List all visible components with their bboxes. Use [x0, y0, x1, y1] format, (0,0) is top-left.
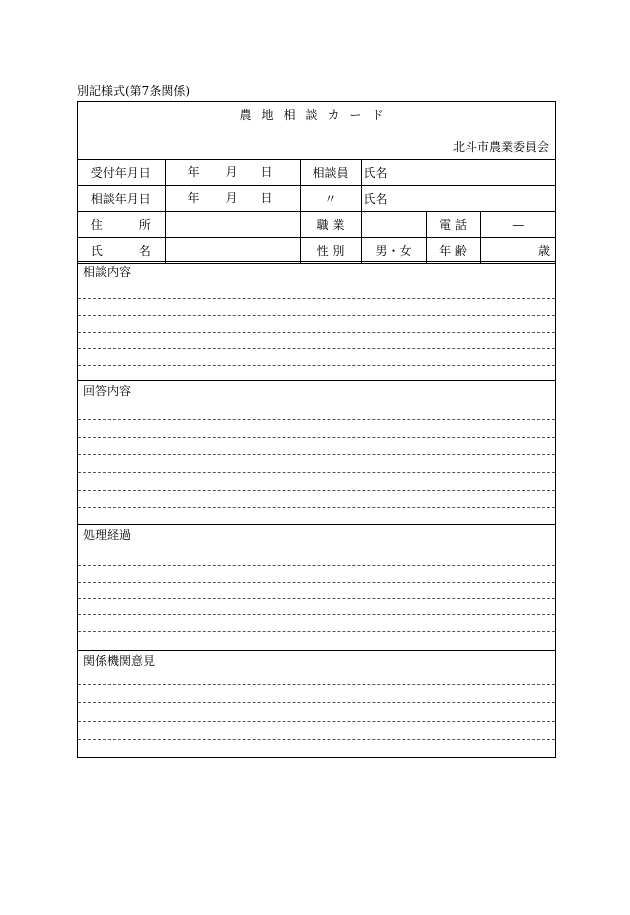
writing-line [78, 582, 555, 583]
writing-line [78, 437, 555, 438]
person-name-field[interactable] [165, 238, 300, 264]
age-field[interactable] [480, 238, 556, 264]
received-date-field[interactable] [165, 160, 300, 186]
writing-line [78, 365, 555, 366]
writing-line [78, 419, 555, 420]
occupation-field[interactable] [361, 212, 426, 238]
consult-date-field[interactable] [165, 186, 300, 212]
consultant-name-field-2[interactable] [361, 186, 556, 212]
consultation-label: 相談内容 [83, 265, 132, 279]
person-name-label: 氏 名 [77, 238, 165, 264]
agency-opinion-section[interactable] [78, 650, 555, 759]
writing-line [78, 631, 555, 632]
name-prefix: 氏名 [363, 191, 388, 206]
writing-line [78, 348, 555, 349]
year-label: 年 [187, 165, 200, 179]
form-caption: 別記様式(第7条関係) [77, 84, 190, 98]
writing-line [78, 332, 555, 333]
writing-line [78, 739, 555, 740]
received-date-label: 受付年月日 [77, 160, 165, 186]
phone-field[interactable] [480, 212, 556, 238]
writing-line [78, 565, 555, 566]
name-prefix: 氏名 [363, 165, 388, 180]
writing-line [78, 598, 555, 599]
day-label: 日 [260, 191, 273, 205]
consultant-name-field[interactable] [361, 160, 556, 186]
consult-date-label: 相談年月日 [77, 186, 165, 212]
sex-options[interactable]: 男・女 [361, 238, 426, 264]
writing-line [78, 490, 555, 491]
age-unit: 歳 [538, 243, 551, 258]
month-label: 月 [225, 165, 238, 179]
table-row [77, 238, 556, 264]
table-row [77, 186, 556, 212]
writing-line [78, 454, 555, 455]
form-title: 農地相談カード [239, 108, 394, 122]
address-label: 住 所 [77, 212, 165, 238]
year-label: 年 [187, 191, 200, 205]
day-label: 日 [260, 165, 273, 179]
writing-line [78, 721, 555, 722]
age-label: 年 齢 [426, 238, 480, 264]
month-label: 月 [225, 191, 238, 205]
table-row [77, 212, 556, 238]
processing-section[interactable] [78, 524, 555, 651]
writing-line [78, 472, 555, 473]
writing-line [78, 298, 555, 299]
writing-line [78, 614, 555, 615]
consultation-card-form [77, 101, 556, 758]
writing-line [78, 315, 555, 316]
sex-label: 性 別 [300, 238, 361, 264]
response-section[interactable] [78, 380, 555, 525]
processing-label: 処理経過 [83, 528, 132, 542]
agency-opinion-label: 関係機関意見 [83, 654, 156, 668]
info-table [77, 159, 556, 264]
writing-line [78, 702, 555, 703]
table-row [77, 160, 556, 186]
phone-dash: — [512, 217, 525, 232]
writing-line [78, 507, 555, 508]
consultation-section[interactable] [78, 261, 555, 381]
address-field[interactable] [165, 212, 300, 238]
consultant-label: 相談員 [300, 160, 361, 186]
phone-label: 電 話 [426, 212, 480, 238]
organization-name: 北斗市農業委員会 [452, 140, 549, 154]
occupation-label: 職 業 [300, 212, 361, 238]
ditto-mark: 〃 [300, 186, 361, 212]
writing-line [78, 684, 555, 685]
response-label: 回答内容 [83, 384, 132, 398]
